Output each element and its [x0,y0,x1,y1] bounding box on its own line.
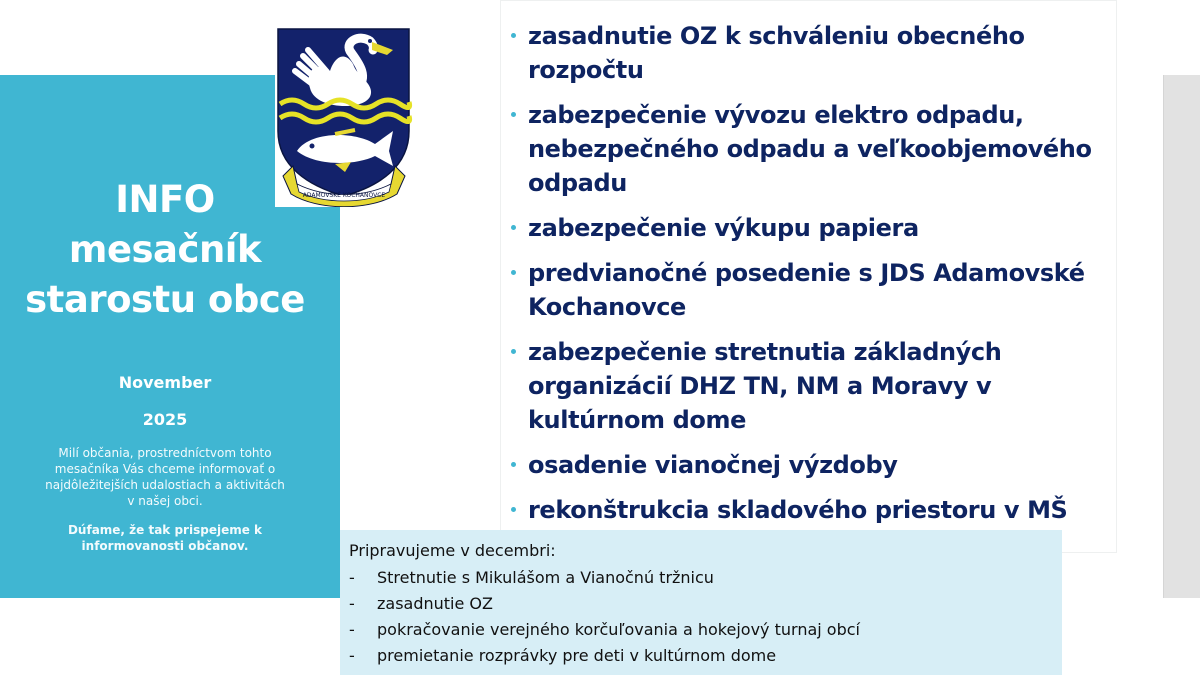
issue-year: 2025 [142,410,188,429]
title-line-1: INFO [115,178,215,221]
coat-of-arms-logo [275,26,413,207]
upcoming-item: - pokračovanie verejného korčuľovania a hokejový turnaj obcí [349,617,860,643]
title-line-3: starostu obce [25,278,305,321]
activity-item: rekonštrukcia skladového priestoru v MŠ [501,493,1101,527]
upcoming-events-box [340,530,1062,675]
dash-icon: - [349,646,355,665]
activities-list [501,19,1101,538]
upcoming-item: - Stretnutie s Mikulášom a Vianočnú tržnicu [349,565,860,591]
activity-item: zabezpečenie vývozu elektro odpadu, nebezpečného odpadu a veľkoobjemového odpadu [501,98,1101,200]
dash-icon: - [349,568,355,587]
intro-text: Milí občania, prostredníctvom tohto mesačníka Vás chceme informovať o najdôležitejších udalostiach a aktivitách v našej obci. [45,446,285,508]
activities-box [500,0,1117,553]
bullet-icon [511,112,516,117]
activity-item: zabezpečenie výkupu papiera [501,211,1101,245]
bullet-icon [511,225,516,230]
bullet-icon [511,462,516,467]
bullet-icon [511,33,516,38]
dash-icon: - [349,594,355,613]
upcoming-title: Pripravujeme v decembri: [349,541,556,560]
activity-item: osadenie vianočnej výzdoby [501,448,1101,482]
upcoming-list [349,565,860,669]
closing-text: Dúfame, že tak prispejeme k informovanosti občanov. [67,523,263,553]
coat-of-arms-icon [275,26,413,207]
bullet-icon [511,349,516,354]
dash-icon: - [349,620,355,639]
upcoming-item: - premietanie rozprávky pre deti v kultúrnom dome [349,643,860,669]
logo-ribbon-text: ADAMOVSKÉ KOCHANOVCE [302,192,386,199]
decorative-side-bar [1163,75,1200,598]
bullet-icon [511,507,516,512]
bullet-icon [511,270,516,275]
title-line-2: mesačník [68,228,262,271]
issue-month: November [118,373,212,392]
activity-item: predvianočné posedenie s JDS Adamovské Kochanovce [501,256,1101,324]
activity-item: zasadnutie OZ k schváleniu obecného rozpočtu [501,19,1101,87]
upcoming-item: - zasadnutie OZ [349,591,860,617]
activity-item: zabezpečenie stretnutia základných organizácií DHZ TN, NM a Moravy v kultúrnom dome [501,335,1101,437]
